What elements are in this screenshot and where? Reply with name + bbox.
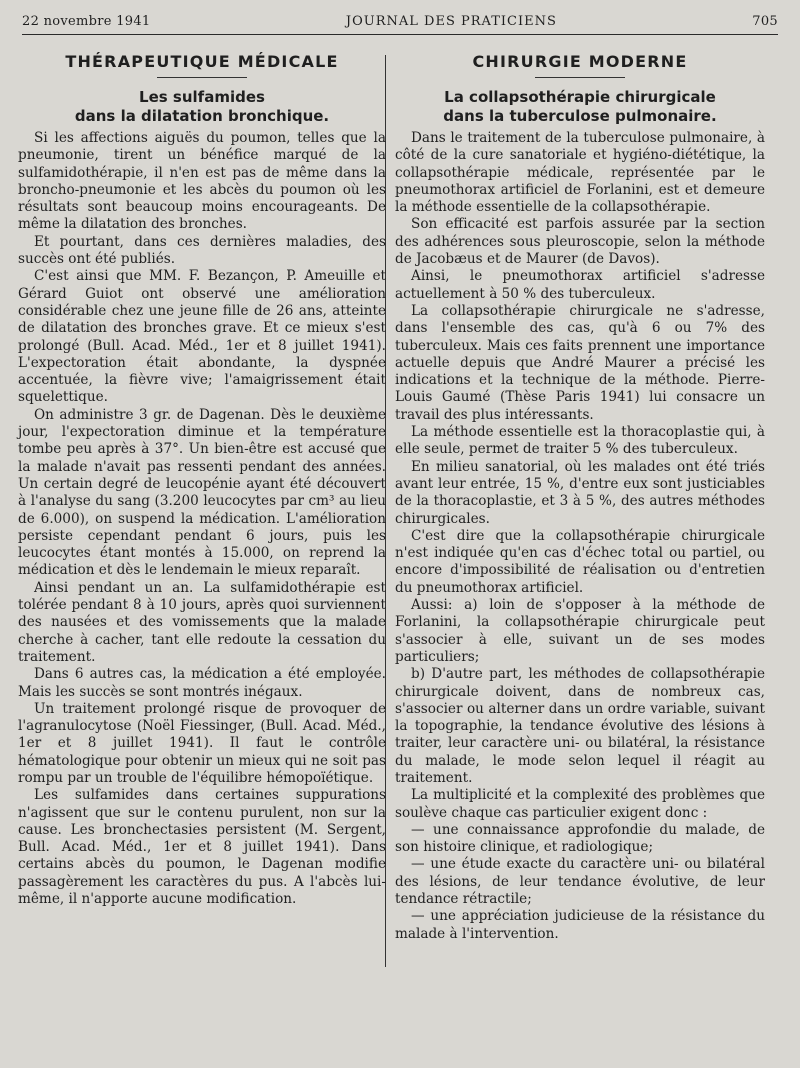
paragraph: La multiplicité et la complexité des problèmes que soulève chaque cas particulier exigent donc : (395, 787, 765, 821)
right-column (395, 42, 765, 943)
paragraph: La méthode essentielle est la thoracoplastie qui, à elle seule, permet de traiter 5 % des tuberculeux. (395, 424, 765, 458)
paragraph: Et pourtant, dans ces dernières maladies, des succès ont été publiés. (18, 233, 386, 268)
section-rule-right (535, 77, 625, 78)
paragraph: La collapsothérapie chirurgicale ne s'adresse, dans l'ensemble des cas, qu'à 6 ou 7% des tuberculeux. Mais ces faits prennent une importance actuelle depuis que André Maurer a précisé les indications et la technique de la méthode. Pierre-Louis Gaumé (Thèse Paris 1941) lui consacre un travail des plus intéressants. (395, 302, 765, 423)
list-item: — une étude exacte du caractère uni- ou bilatéral des lésions, de leur tendance évolutive, de leur tendance rétractile; (395, 856, 765, 908)
paragraph: On administre 3 gr. de Dagenan. Dès le deuxième jour, l'expectoration diminue et la température tombe peu après à 37°. Un bien-être est accusé que la malade n'avait pas ressenti pendant des années. Un certain degré de leucopénie ayant été découvert à l'analyse du sang (3.200 leucocytes par cm³ au lieu de 6.000), on suspend la médication. L'amélioration persiste cependant pendant 6 jours, puis les leucocytes étant montés à 15.000, on reprend la médication et dès le lendemain le mieux reparaît. (18, 406, 386, 579)
article-title-left (18, 88, 386, 126)
title-line-2: dans la dilatation bronchique. (74, 107, 330, 125)
section-title-right: CHIRURGIE MODERNE (472, 52, 688, 71)
paragraph: Un traitement prolongé risque de provoquer de l'agranulocytose (Noël Fiessinger, (Bull. Acad. Méd., 1er et 8 juillet 1941). Il faut le contrôle hématologique pour obtenir un mieux qui ne soit pas rompu par un trouble de l'équilibre hémopoïétique. (18, 700, 386, 786)
paragraph: Dans le traitement de la tuberculose pulmonaire, à côté de la cure sanatoriale et hygiéno-diététique, la collapsothérapie médicale, représentée par le pneumothorax artificiel de Forlanini, est et demeure la méthode essentielle de la collapsothérapie. (395, 130, 765, 216)
article-body-right (395, 130, 765, 943)
paragraph: C'est ainsi que MM. F. Bezançon, P. Ameuille et Gérard Guiot ont observé une amélioration considérable chez une jeune fille de 26 ans, atteinte de dilatation des bronches grave. Et ce mieux s'est prolongé (Bull. Acad. Méd., 1er et 8 juillet 1941). L'expectoration était abondante, la dyspnée accentuée, la fièvre vive; l'amaigrissement était squelettique. (18, 268, 386, 406)
paragraph: Ainsi, le pneumothorax artificiel s'adresse actuellement à 50 % des tuberculeux. (395, 268, 765, 302)
paragraph: Aussi: a) loin de s'opposer à la méthode de Forlanini, la collapsothérapie chirurgicale peut s'associer à elle, suivant un de ses modes particuliers; (395, 597, 765, 665)
paragraph: C'est dire que la collapsothérapie chirurgicale n'est indiquée qu'en cas d'échec total ou partiel, ou encore d'impossibilité de réalisation ou d'entretien du pneumothorax artificiel. (395, 527, 765, 596)
page-header (22, 8, 778, 35)
paragraph: b) D'autre part, les méthodes de collapsothérapie chirurgicale doivent, dans de nombreux cas, s'associer ou alterner dans un ordre variable, suivant la topographie, la tendance évolutive des lésions à traiter, leur caractère uni- ou bilatéral, la résistance du malade, le mode selon lequel il réagit au traitement. (395, 666, 765, 786)
journal-name: JOURNAL DES PRATICIENS (345, 13, 557, 29)
paragraph: Son efficacité est parfois assurée par la section des adhérences sous pleuroscopie, selon la méthode de Jacobæus et de Maurer (de Davos). (395, 216, 765, 268)
article-title-right (395, 88, 765, 126)
paragraph: Si les affections aiguës du poumon, telles que la pneumonie, tirent un bénéfice marqué de la sulfamidothérapie, il n'en est pas de même dans la broncho-pneumonie et les abcès du poumon où les résultats sont beaucoup moins encourageants. De même la dilatation des bronches. (18, 130, 386, 233)
title-line-1: Les sulfamides (139, 88, 265, 106)
section-rule-left (157, 77, 247, 78)
paragraph: Ainsi pendant un an. La sulfamidothérapie est tolérée pendant 8 à 10 jours, après quoi surviennent des nausées et des vomissements que la malade cherche à cacher, tant elle redoute la cessation du traitement. (18, 579, 386, 665)
paragraph: Dans 6 autres cas, la médication a été employée. Mais les succès se sont montrés inégaux. (18, 666, 386, 700)
section-title-left: THÉRAPEUTIQUE MÉDICALE (65, 52, 339, 71)
page-number: 705 (752, 13, 778, 29)
title-line-2: dans la tuberculose pulmonaire. (443, 107, 717, 125)
paragraph: Les sulfamides dans certaines suppurations n'agissent que sur le contenu purulent, non sur la cause. Les bronchectasies persistent (M. Sergent, Bull. Acad. Méd., 1er et 8 juillet 1941). Dans certains abcès du poumon, le Dagenan modifie passagèrement les caractères du pus. A l'abcès lui-même, il n'apporte aucune modification. (18, 787, 386, 908)
list-item: — une connaissance approfondie du malade, de son histoire clinique, et radiologique; (395, 821, 765, 856)
issue-date: 22 novembre 1941 (22, 13, 151, 29)
left-column (18, 42, 386, 908)
title-line-1: La collapsothérapie chirurgicale (444, 88, 716, 106)
article-body-left (18, 130, 386, 908)
list-item: — une appréciation judicieuse de la résistance du malade à l'intervention. (395, 908, 765, 942)
paragraph: En milieu sanatorial, où les malades ont été triés avant leur entrée, 15 %, d'entre eux sont justiciables de la thoracoplastie, et 3 à 5 %, des autres méthodes chirurgicales. (395, 458, 765, 527)
